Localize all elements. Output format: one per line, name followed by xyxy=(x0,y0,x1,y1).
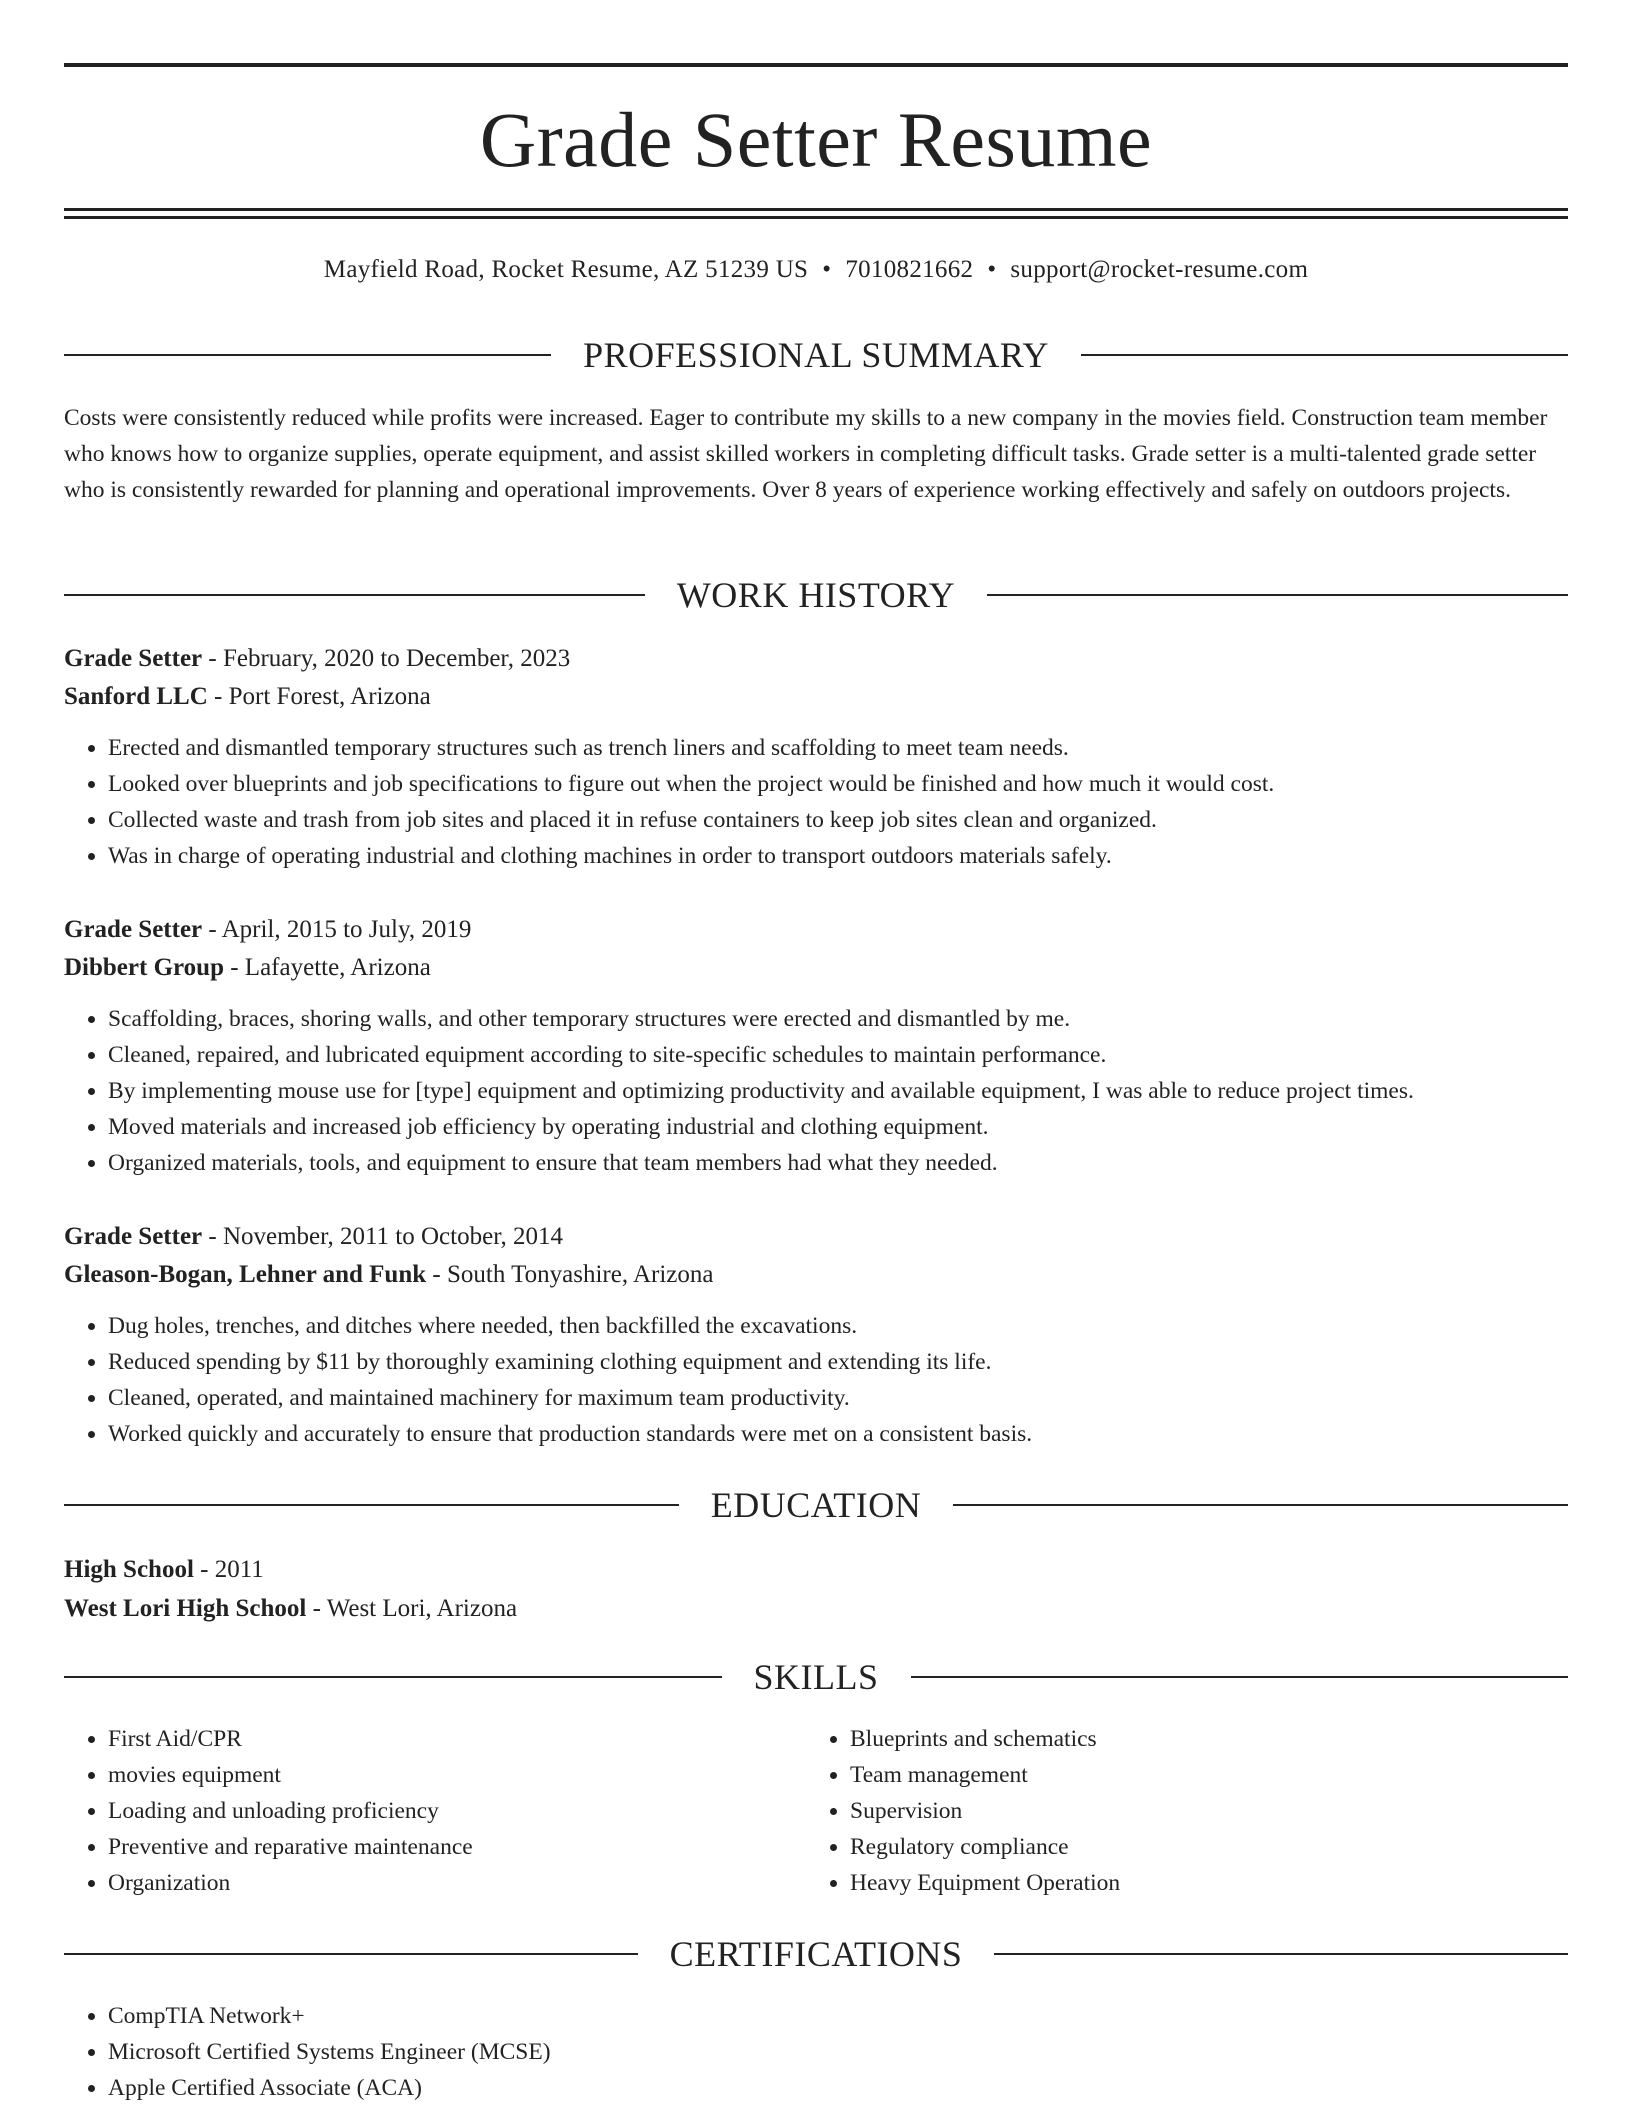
job-bullet: • Cleaned, repaired, and lubricated equipment according to site-specific schedules to maintain performance. xyxy=(108,1037,1568,1073)
education-school: West Lori High School xyxy=(64,1595,307,1622)
job-company: Gleason-Bogan, Lehner and Funk xyxy=(64,1261,427,1288)
resume-title: Grade Setter Resume xyxy=(479,96,1153,183)
skills-heading-text: SKILLS xyxy=(753,1657,879,1697)
title-rule-lower xyxy=(64,216,1568,219)
job-bullet: • Cleaned, operated, and maintained machinery for maximum team productivity. xyxy=(108,1380,1568,1416)
skills-heading xyxy=(64,1654,1568,1700)
job-bullets xyxy=(64,1308,1568,1452)
summary-text: Costs were consistently reduced while profits were increased. Eager to contribute my skills to a new company in the movies field. Construction team member who knows how to organize supplies, operate equipment, and assist skilled workers in completing difficult tasks. Grade setter is a multi-talented grade setter who is consistently rewarded for planning and operational improvements. Over 8 years of experience working effectively and safely on outdoors projects. xyxy=(64,405,1548,503)
job-company-line xyxy=(64,678,1568,716)
certifications-list xyxy=(64,1998,1568,2106)
education-degree: High School xyxy=(64,1556,194,1583)
heading-rule xyxy=(911,1676,1569,1678)
job-entry xyxy=(64,640,1568,874)
contact-address: Mayfield Road, Rocket Resume, AZ 51239 US xyxy=(323,256,809,283)
top-rule xyxy=(64,63,1568,67)
job-title-line xyxy=(64,911,1568,949)
summary-heading-text: PROFESSIONAL SUMMARY xyxy=(583,335,1049,375)
title-rule-upper xyxy=(64,208,1568,211)
job-entry xyxy=(64,911,1568,1181)
job-bullet: • Moved materials and increased job efficiency by operating industrial and clothing equipment. xyxy=(108,1109,1568,1145)
job-bullets xyxy=(64,730,1568,874)
job-location: - Port Forest, Arizona xyxy=(207,683,431,710)
heading-rule xyxy=(64,1504,679,1506)
job-title: Grade Setter xyxy=(64,645,203,672)
heading-rule xyxy=(987,594,1568,596)
work-history-heading xyxy=(64,572,1568,618)
job-company: Sanford LLC xyxy=(64,683,208,710)
skill-item: • Regulatory compliance xyxy=(850,1829,1548,1865)
education-location: - West Lori, Arizona xyxy=(306,1595,518,1622)
contact-line xyxy=(64,252,1568,288)
heading-rule xyxy=(64,354,551,356)
job-bullet: • Scaffolding, braces, shoring walls, and other temporary structures were erected and dismantled by me. xyxy=(108,1001,1568,1037)
certification-item: • CompTIA Network+ xyxy=(108,1998,1568,2034)
contact-phone: 7010821662 xyxy=(845,256,974,283)
certification-item: • Apple Certified Associate (ACA) xyxy=(108,2070,1568,2106)
work-history-heading-text: WORK HISTORY xyxy=(676,575,956,615)
skill-item: • movies equipment xyxy=(108,1757,806,1793)
skill-item: • First Aid/CPR xyxy=(108,1721,806,1757)
education-year: - 2011 xyxy=(193,1556,264,1583)
heading-rule xyxy=(953,1504,1568,1506)
job-bullet: • Dug holes, trenches, and ditches where needed, then backfilled the excavations. xyxy=(108,1308,1568,1344)
job-title-line xyxy=(64,1218,1568,1256)
job-company: Dibbert Group xyxy=(64,954,224,981)
skill-item: • Heavy Equipment Operation xyxy=(850,1865,1548,1901)
skill-item: • Organization xyxy=(108,1865,806,1901)
job-bullet: • Erected and dismantled temporary structures such as trench liners and scaffolding to meet team needs. xyxy=(108,730,1568,766)
contact-separator: • xyxy=(822,256,832,283)
education-entry xyxy=(64,1550,1568,1628)
job-location: - Lafayette, Arizona xyxy=(223,954,431,981)
certifications-heading xyxy=(64,1931,1568,1977)
skill-item: • Team management xyxy=(850,1757,1548,1793)
heading-rule xyxy=(994,1953,1568,1955)
job-dates: - November, 2011 to October, 2014 xyxy=(202,1223,564,1250)
skills-column-left xyxy=(64,1721,806,1901)
job-company-line xyxy=(64,1256,1568,1294)
job-bullets xyxy=(64,1001,1568,1181)
job-bullet: • By implementing mouse use for [type] equipment and optimizing productivity and available equipment, I was able to reduce project times. xyxy=(108,1073,1568,1109)
education-heading-text: EDUCATION xyxy=(710,1485,922,1525)
job-bullet: • Organized materials, tools, and equipment to ensure that team members had what they needed. xyxy=(108,1145,1568,1181)
job-company-line xyxy=(64,949,1568,987)
skills-list xyxy=(64,1721,1568,1901)
certification-item: • Microsoft Certified Systems Engineer (MCSE) xyxy=(108,2034,1568,2070)
education-heading xyxy=(64,1482,1568,1528)
skill-item: • Supervision xyxy=(850,1793,1548,1829)
job-bullet: • Collected waste and trash from job sites and placed it in refuse containers to keep job sites clean and organized. xyxy=(108,802,1568,838)
certifications-items xyxy=(64,1998,1568,2106)
skill-item: • Preventive and reparative maintenance xyxy=(108,1829,806,1865)
job-location: - South Tonyashire, Arizona xyxy=(426,1261,714,1288)
heading-rule xyxy=(64,1676,722,1678)
job-title-line xyxy=(64,640,1568,678)
skills-column-right xyxy=(806,1721,1548,1901)
job-bullet: • Looked over blueprints and job specifications to figure out when the project would be finished and how much it would cost. xyxy=(108,766,1568,802)
education-school-line xyxy=(64,1589,1568,1628)
skill-item: • Loading and unloading proficiency xyxy=(108,1793,806,1829)
certifications-heading-text: CERTIFICATIONS xyxy=(669,1934,963,1974)
heading-rule xyxy=(64,594,645,596)
job-title: Grade Setter xyxy=(64,1223,203,1250)
job-title: Grade Setter xyxy=(64,916,203,943)
job-bullet: • Was in charge of operating industrial and clothing machines in order to transport outdoors materials safely. xyxy=(108,838,1568,874)
contact-email: support@rocket-resume.com xyxy=(1010,256,1309,283)
heading-rule xyxy=(1081,354,1568,356)
summary-heading xyxy=(64,332,1568,378)
heading-rule xyxy=(64,1953,638,1955)
education-degree-line xyxy=(64,1550,1568,1589)
job-dates: - February, 2020 to December, 2023 xyxy=(202,645,571,672)
skill-item: • Blueprints and schematics xyxy=(850,1721,1548,1757)
job-bullet: • Worked quickly and accurately to ensure that production standards were met on a consistent basis. xyxy=(108,1416,1568,1452)
contact-separator: • xyxy=(987,256,997,283)
job-bullet: • Reduced spending by $11 by thoroughly examining clothing equipment and extending its life. xyxy=(108,1344,1568,1380)
job-dates: - April, 2015 to July, 2019 xyxy=(202,916,472,943)
job-entry xyxy=(64,1218,1568,1452)
